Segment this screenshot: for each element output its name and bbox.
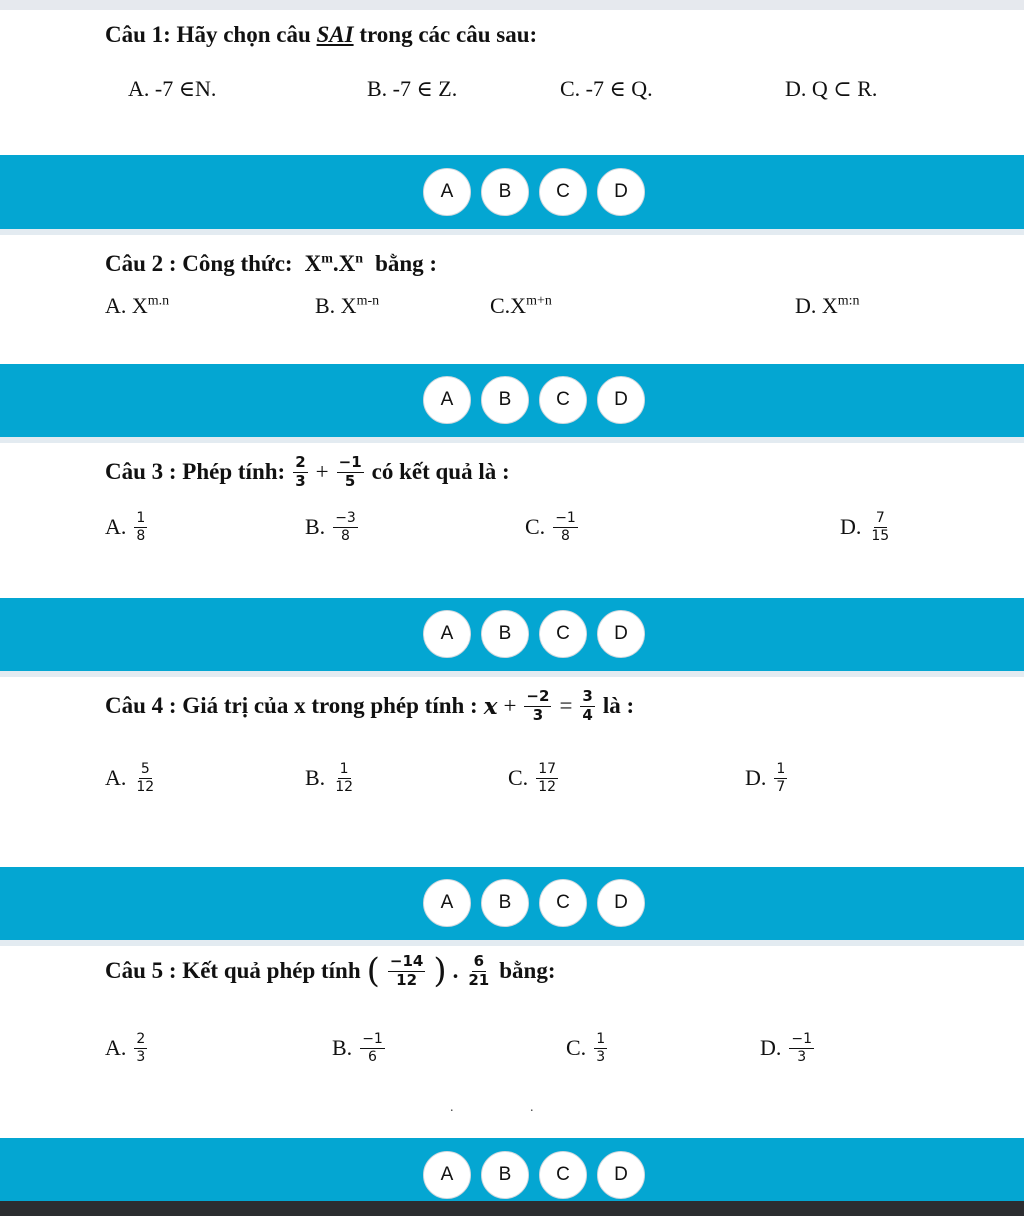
q5-option-c: C. $\frac{1}{3}$ <box>566 1031 606 1065</box>
answer-bar-2 <box>0 364 1024 437</box>
question-5-text: Câu 5 : Kết quả phép tính ( $\frac{-14}{12}$ ) . $\frac{6}{21}$ bằng: <box>105 951 556 992</box>
question-3-panel <box>0 443 1024 598</box>
stray-dot: . <box>530 1100 534 1115</box>
emphasis-sai: SAI <box>316 22 354 47</box>
q5-option-b: B. $\frac{-1}{6}$ <box>332 1031 383 1065</box>
q4-fraction-1: $\frac{-2}{3}$ <box>526 687 550 724</box>
q4-answer-c-button[interactable]: C <box>539 879 587 927</box>
q1-option-c: C. -7 ∈ Q. <box>560 76 653 101</box>
q3-answer-b-button[interactable]: B <box>481 610 529 658</box>
q3-fraction-1: $\frac{2}{3}$ <box>295 453 306 490</box>
question-3-text: Câu 3 : Phép tính: $\frac{2}{3}$ + $\frac{-1}{5}$ có kết quả là : <box>105 453 510 490</box>
q4-fraction-2: $\frac{3}{4}$ <box>582 687 593 724</box>
bottom-bar <box>0 1201 1024 1216</box>
q3-option-d: D. $\frac{7}{15}$ <box>840 510 890 544</box>
q3-answer-a-button[interactable]: A <box>423 610 471 658</box>
answer-bar-3 <box>0 598 1024 671</box>
q3-answer-d-button[interactable]: D <box>597 610 645 658</box>
q2-answer-d-button[interactable]: D <box>597 376 645 424</box>
q5-answer-d-button[interactable]: D <box>597 1151 645 1199</box>
q1-answer-d-button[interactable]: D <box>597 168 645 216</box>
q1-option-a: A. -7 ∈N. <box>128 76 217 101</box>
q3-option-b: B. $\frac{-3}{8}$ <box>305 510 356 544</box>
q4-answer-b-button[interactable]: B <box>481 879 529 927</box>
answer-bar-5 <box>0 1138 1024 1201</box>
question-1-panel <box>0 10 1024 155</box>
q2-option-d: D. $X^{m:n}$ <box>795 293 860 318</box>
question-2-panel <box>0 235 1024 364</box>
question-5-panel <box>0 946 1024 1138</box>
question-4-panel <box>0 677 1024 867</box>
q5-answer-a-button[interactable]: A <box>423 1151 471 1199</box>
q3-option-a: A. $\frac{1}{8}$ <box>105 510 146 544</box>
q5-fraction-1: $\frac{-14}{12}$ <box>389 952 424 989</box>
q3-fraction-2: $\frac{-1}{5}$ <box>338 453 362 490</box>
q5-answer-c-button[interactable]: C <box>539 1151 587 1199</box>
q5-option-a: A. $\frac{2}{3}$ <box>105 1031 146 1065</box>
answer-bar-1 <box>0 155 1024 229</box>
q5-option-d: D. $\frac{-1}{3}$ <box>760 1031 813 1065</box>
question-4-text: Câu 4 : Giá trị của x trong phép tính : x + $\frac{-2}{3}$ = $\frac{3}{4}$ là : <box>105 687 635 724</box>
q4-answer-d-button[interactable]: D <box>597 879 645 927</box>
question-1-text: Câu 1: Hãy chọn câu SAI trong các câu sau: <box>105 22 538 47</box>
q2-answer-a-button[interactable]: A <box>423 376 471 424</box>
top-edge <box>0 0 1024 10</box>
q4-answer-a-button[interactable]: A <box>423 879 471 927</box>
q2-answer-c-button[interactable]: C <box>539 376 587 424</box>
q4-option-d: D. $\frac{1}{7}$ <box>745 761 786 795</box>
stray-dot: . <box>450 1100 454 1115</box>
answer-bar-4 <box>0 867 1024 940</box>
q1-answer-b-button[interactable]: B <box>481 168 529 216</box>
q2-option-b: B. $X^{m-n}$ <box>315 293 380 318</box>
q5-fraction-2: $\frac{6}{21}$ <box>468 952 490 989</box>
q4-option-b: B. $\frac{1}{12}$ <box>305 761 354 795</box>
q1-answer-a-button[interactable]: A <box>423 168 471 216</box>
q2-option-a: A. $X^{m.n}$ <box>105 293 170 318</box>
q3-answer-c-button[interactable]: C <box>539 610 587 658</box>
q2-option-c: $C.X^{m+n}$ <box>490 293 552 318</box>
q2-answer-b-button[interactable]: B <box>481 376 529 424</box>
q4-option-a: A. $\frac{5}{12}$ <box>105 761 155 795</box>
q5-answer-b-button[interactable]: B <box>481 1151 529 1199</box>
q1-option-d: D. Q ⊂ R. <box>785 76 878 101</box>
q1-option-b: B. -7 ∈ Z. <box>367 76 458 101</box>
q3-option-c: C. $\frac{-1}{8}$ <box>525 510 576 544</box>
q1-answer-c-button[interactable]: C <box>539 168 587 216</box>
question-2-text: Câu 2 : Công thức: $X^m.X^n$ bằng : <box>105 251 438 276</box>
q4-option-c: C. $\frac{17}{12}$ <box>508 761 557 795</box>
